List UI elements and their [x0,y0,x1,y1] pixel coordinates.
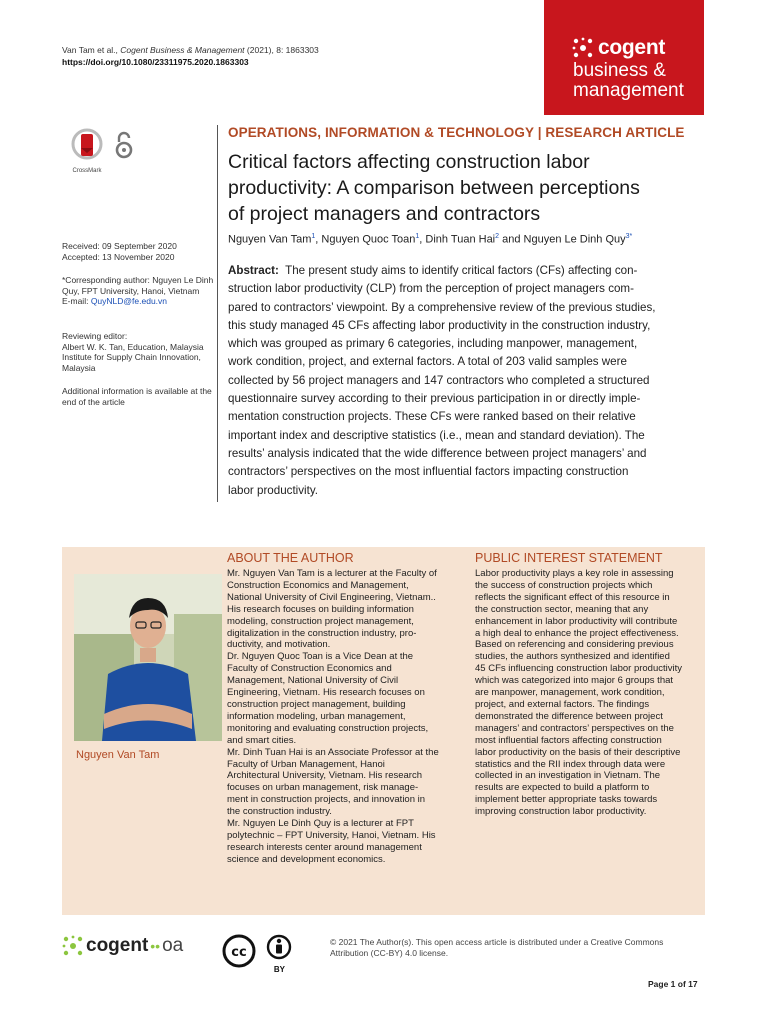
statement-line: enhancement in labor productivity will contribute [475,615,678,627]
citation-line [62,44,319,56]
statement-line: project, and external factors. The findings [475,698,650,710]
citation-block [62,44,319,68]
statement-line: the construction sector, meaning that any [475,603,649,615]
journal-brand-box [544,0,704,115]
license-line-2: Attribution (CC-BY) 4.0 license. [330,948,449,958]
corresponding-text: *Corresponding author: Nguyen Le Dinh Quy, FPT University, Hanoi, Vietnam [62,275,214,296]
affiliation-mark[interactable]: 1 [415,233,420,240]
about-author-column [227,551,462,866]
reviewing-text: Albert W. K. Tan, Education, Malaysia Institute for Supply Chain Innovation, Malaysia [62,341,204,373]
about-line: Construction Economics and Management, [227,579,409,591]
brand-line-2: management [573,80,684,101]
abstract-line: this study managed 45 CFs affecting labor productivity in the construction industry, [228,318,651,332]
cogent-oa-icon [62,935,84,957]
creative-commons-icon [222,934,256,968]
abstract-text: The present study aims to identify critical factors (CFs) affecting con- [285,264,638,277]
about-line: research interests center around management [227,841,422,853]
title-line-2: productivity: A comparison between perceptions [228,177,640,199]
about-line: monitoring and evaluating construction projects, [227,722,429,734]
received-dates [62,241,218,262]
abstract-line: struction labor productivity (CLP) from the perception of project managers com- [228,282,634,296]
statement-line: which was categorized into major 6 groups that [475,675,674,687]
about-line: Dr. Nguyen Quoc Toan is a Vice Dean at the [227,651,414,663]
statement-line: Labor productivity plays a key role in assessing [475,568,674,579]
brand-wordmark [572,36,665,60]
about-line: Mr. Nguyen Van Tam is a lecturer at the Faculty of [227,568,437,579]
public-interest-text [475,568,705,818]
email-link[interactable]: QuyNLD@fe.edu.vn [90,296,168,306]
author-photo-illustration [74,574,222,741]
affiliation-mark[interactable]: 3* [625,233,633,240]
section-label: OPERATIONS, INFORMATION & TECHNOLOGY | RESEARCH ARTICLE [228,125,685,140]
doi-link[interactable]: https://doi.org/10.1080/23311975.2020.1863303 [62,57,249,67]
statement-line: the success of construction projects which [475,579,653,591]
crossmark-icon [68,128,106,162]
title-line-3: of project managers and contractors [228,203,541,225]
footer-logo-word: cogent [86,935,149,956]
journal-name: Cogent Business & Management [120,45,245,55]
author-name[interactable]: Nguyen Le Dinh Quy [523,233,626,246]
article-title [228,149,718,227]
brand-subtitle [573,61,684,101]
abstract-line: results’ analysis indicated that the wide difference between project managers’ and [228,446,647,460]
author-name[interactable]: Dinh Tuan Hai [425,233,496,246]
statement-line: improving construction labor productivity. [475,806,647,818]
about-author-text [227,568,462,866]
additional-info: Additional information is available at the end of the article [62,386,212,407]
statement-line: managers’ and contractors’ perspectives on the [475,722,674,734]
about-line: focuses on urban management, risk manage- [227,782,419,794]
abstract-label: Abstract: [228,264,279,277]
citation-authors: Van Tam et al., [62,45,121,55]
abstract-line: mentation construction projects. These CFs were ranked based on their relative [228,410,636,424]
abstract-line: important index and descriptive statistics (i.e., mean and standard deviation). The [228,428,645,442]
statement-line: reflects the significant effect of this resource in [475,591,670,603]
about-line: Mr. Dinh Tuan Hai is an Associate Professor at the [227,746,439,758]
abstract-line: questionnaire survey according to their previous participation in or directly imple- [228,392,641,406]
attribution-badge [266,934,292,974]
about-line: Faculty of Construction Economics and [227,663,392,675]
footer-logo-suffix: oa [162,935,184,956]
brand-line-1: business & [573,60,666,81]
accepted-date: Accepted: 13 November 2020 [62,251,175,262]
statement-line: implement better appropriate tasks towards [475,794,658,806]
abstract-line: contractors’ perspectives on the most influential factors impacting construction [228,465,629,479]
about-line: science and development economics. [227,853,386,865]
abstract-line: which was grouped as primary 6 categories, including manpower, management, [228,337,638,351]
about-line: ductivity, and motivation. [227,639,331,651]
statement-line: collected in an investigation in Vietnam. The [475,770,661,782]
about-line: information modeling, urban management, [227,710,406,722]
author-list [228,233,632,246]
column-divider [217,125,218,502]
author-name[interactable]: Nguyen Quoc Toan [321,233,416,246]
affiliation-mark[interactable]: 2 [495,233,500,240]
brand-word: cogent [598,36,666,59]
footer-logo-dots: •• [150,938,161,954]
about-line: Mr. Nguyen Le Dinh Quy is a lecturer at FPT [227,818,414,830]
about-author-heading: ABOUT THE AUTHOR [227,551,354,565]
crossmark-label: CrossMark [72,168,102,174]
statement-line: labor productivity on the basis of their descriptive [475,746,681,758]
about-line: digitalization in the construction industry, pro- [227,627,417,639]
statement-line: demonstrated the difference between project [475,710,663,722]
about-line: Engineering, Vietnam. His research focuses on [227,687,425,699]
statement-line: 45 CFs influencing construction labor productivity [475,663,682,675]
statement-line: are manpower, management, work condition, [475,687,665,699]
cogent-logo-icon [572,37,594,59]
abstract [228,262,708,500]
about-line: modeling, construction project management, [227,615,414,627]
cogent-oa-logo [62,935,183,959]
abstract-line: labor productivity. [228,483,318,497]
abstract-line: collected by 56 project managers and 147 contractors who completed a structured [228,373,650,387]
author-photo [74,574,222,741]
abstract-line: work condition, project, and external factors. A total of 203 valid samples were [228,355,627,369]
email-line [62,296,218,307]
page-number: Page 1 of 17 [648,979,698,989]
received-date: Received: 09 September 2020 [62,241,177,251]
citation-volume: (2021), 8: 1863303 [244,45,319,55]
author-name[interactable]: Nguyen Van Tam [228,233,312,246]
title-line-1: Critical factors affecting construction labor [228,151,590,173]
open-access-icon [114,130,134,160]
about-line: and smart cities. [227,734,297,746]
reviewing-label: Reviewing editor: [62,331,128,341]
about-line: the construction industry. [227,806,332,818]
abstract-line: pared to contractors’ viewpoint. By a comprehensive review of the previous studies, [228,300,656,314]
license-line-1: © 2021 The Author(s). This open access article is distributed under a Creative Commons [330,937,664,947]
about-line: polytechnic – FPT University, Hanoi, Vietnam. His [227,829,436,841]
public-interest-heading: PUBLIC INTEREST STATEMENT [475,551,663,565]
statement-line: studies, the authors synthesized and identified [475,651,670,663]
statement-line: Based on referencing and considering previous [475,639,674,651]
statement-line: most influential factors affecting construction [475,734,662,746]
about-line: Faculty of Urban Management, Hanoi [227,758,385,770]
author-separator: , [315,233,322,246]
abstract-line [228,262,708,280]
affiliation-mark[interactable]: 1 [311,233,316,240]
reviewing-editor [62,331,218,373]
crossmark-badge[interactable] [68,128,106,174]
author-separator: and [499,233,524,246]
email-label: E-mail: [62,296,91,306]
author-separator: , [419,233,426,246]
about-line: National University of Civil Engineering, Vietnam.. [227,591,436,603]
cc-license-badge[interactable] [222,934,292,974]
statement-line: statistics and the RII index through data were [475,758,666,770]
about-line: His research focuses on building information [227,603,414,615]
public-interest-column [475,551,705,818]
by-label: BY [273,965,286,974]
photo-caption: Nguyen Van Tam [76,749,160,761]
about-line: ment in construction projects, and innovation in [227,794,426,806]
statement-line: results are expected to build a platform to [475,782,650,794]
about-line: construction project management, building [227,698,406,710]
license-text [330,937,690,959]
cc-label: cc [231,945,247,960]
about-line: Management, National University of Civil [227,675,399,687]
attribution-person-icon [266,934,292,960]
statement-line: a high deal to enhance the project effectiveness. [475,627,679,639]
corresponding-author [62,275,218,307]
about-line: Architectural University, Vietnam. His research [227,770,422,782]
